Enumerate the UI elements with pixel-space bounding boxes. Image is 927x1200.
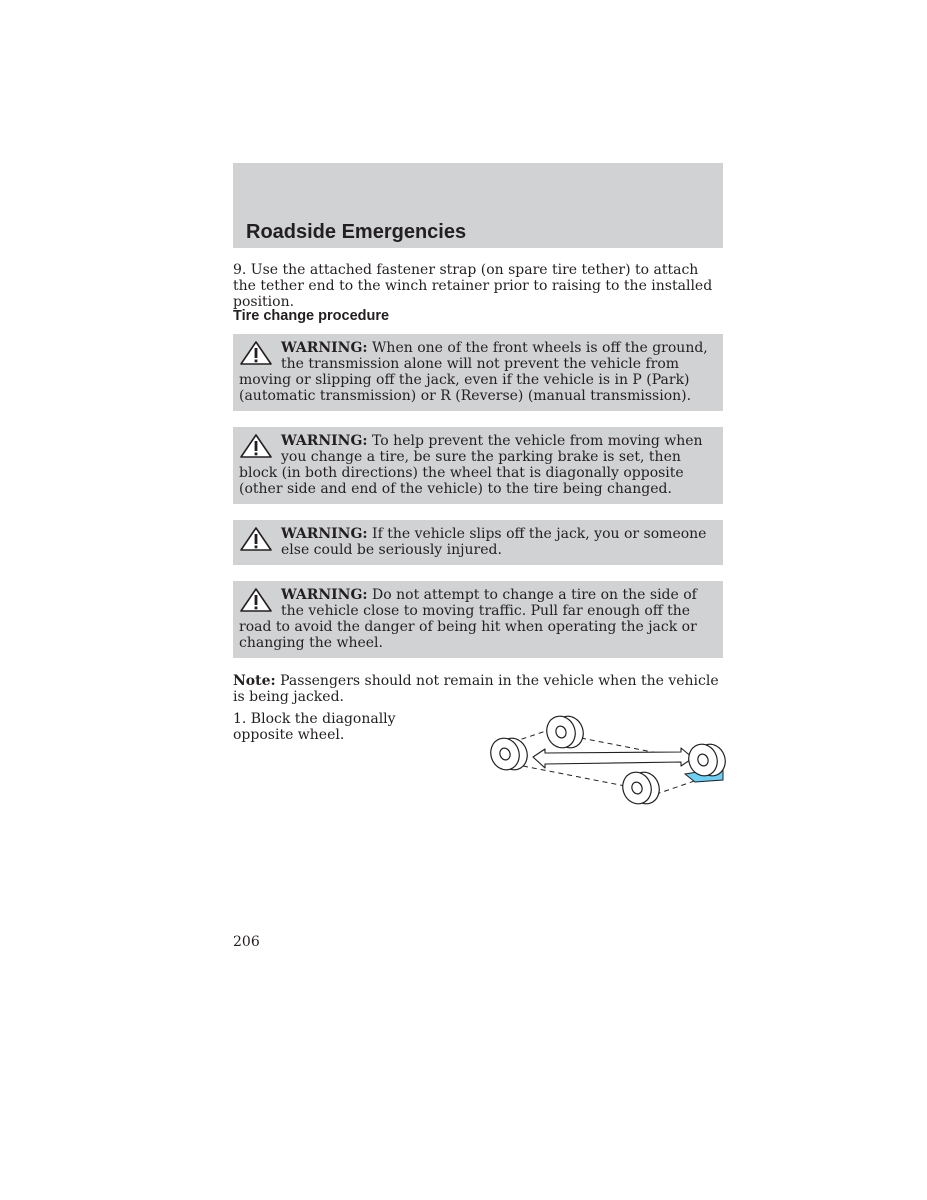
warning-triangle-icon [239, 433, 273, 459]
section-title: Roadside Emergencies [246, 221, 467, 243]
warning-text: If the vehicle slips off the jack, you or someone else could be seriously injured. [281, 526, 707, 558]
note-paragraph [233, 673, 723, 705]
step-9-text: 9. Use the attached fastener strap (on spare tire tether) to attach the tether end to the winch retainer prior to raising to the installed position. [233, 262, 713, 310]
wheel-front-left [486, 734, 531, 774]
warning-text: When one of the front wheels is off the ground, the transmission alone will not prevent the vehicle from moving or slipping off the jack, even if the vehicle is in P (Park) (automatic transmission) or R (Reverse) (manual transmission). [239, 340, 708, 404]
warning-box [233, 520, 723, 565]
wheel-block-diagram-icon [483, 706, 728, 812]
diagonal-arrow [533, 748, 693, 768]
warning-text: Do not attempt to change a tire on the side of the vehicle close to moving traffic. Pull far enough off the road to avoid the danger of being hit when operating the jack or changing the wheel. [239, 587, 697, 651]
warning-label: WARNING: [281, 340, 368, 356]
warning-box [233, 427, 723, 504]
warning-label: WARNING: [281, 433, 368, 449]
warning-triangle-icon [239, 526, 273, 552]
warning-text: To help prevent the vehicle from moving when you change a tire, be sure the parking brake is set, then block (in both directions) the wheel that is diagonally opposite (other side and end of the vehicle) to the tire being changed. [239, 433, 703, 497]
note-text: Passengers should not remain in the vehicle when the vehicle is being jacked. [233, 673, 719, 705]
page-number: 206 [233, 934, 260, 950]
warning-box [233, 581, 723, 658]
wheel-rear-left [542, 712, 587, 752]
warning-triangle-icon [239, 587, 273, 613]
warning-triangle-icon [239, 340, 273, 366]
warning-label: WARNING: [281, 526, 368, 542]
warning-label: WARNING: [281, 587, 368, 603]
tire-change-heading: Tire change procedure [233, 308, 390, 324]
step-1-text: 1. Block the diagonally opposite wheel. [233, 711, 396, 743]
section-header-band [233, 163, 723, 248]
warning-box [233, 334, 723, 411]
wheel-front-right [618, 768, 663, 808]
note-label: Note: [233, 673, 276, 689]
